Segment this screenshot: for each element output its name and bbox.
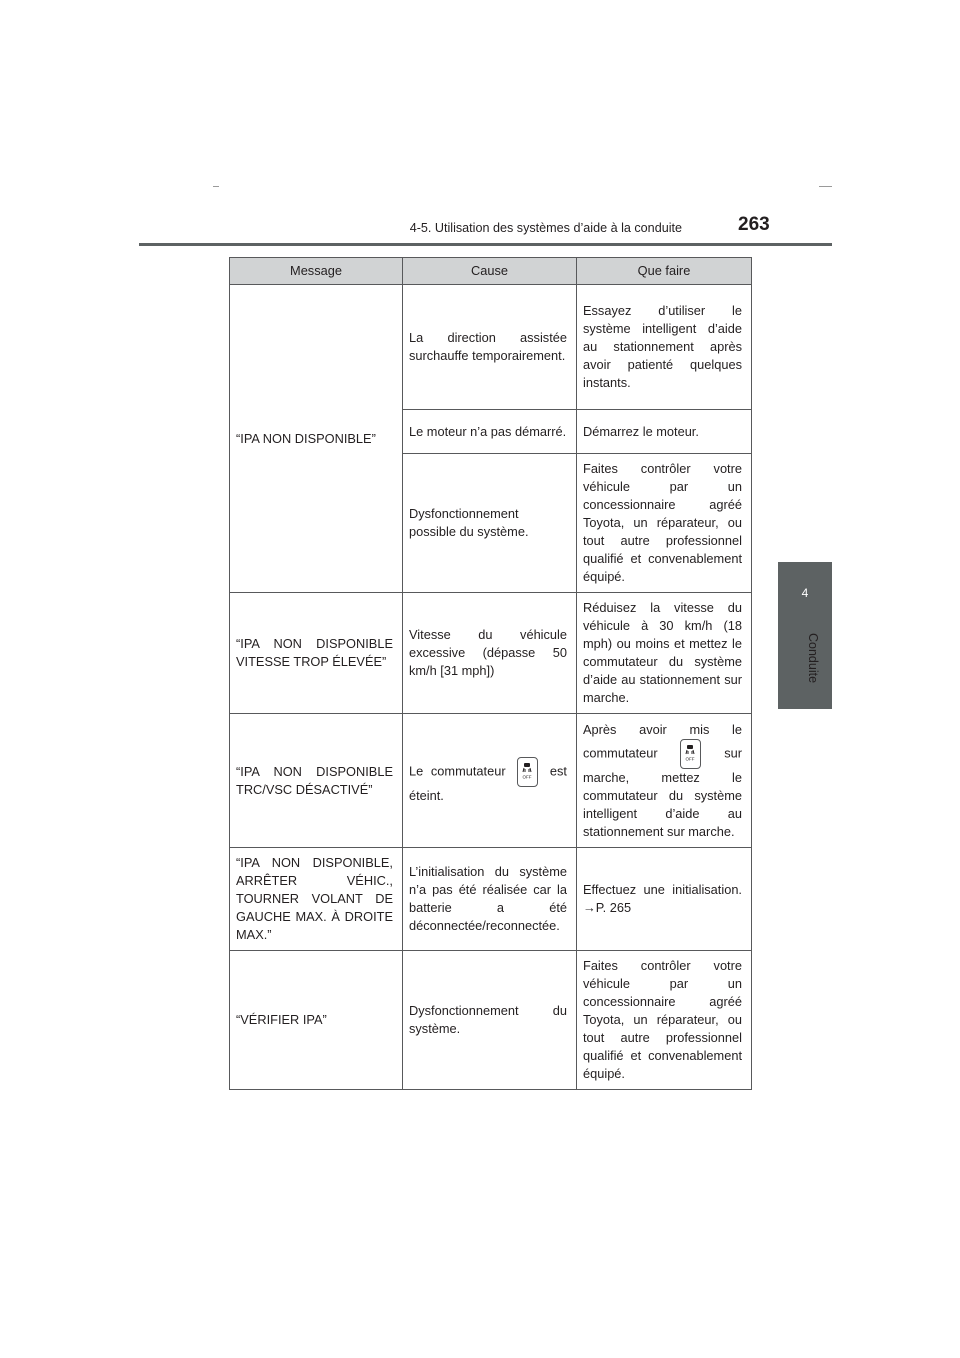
message-cell: “IPA NON DISPONIBLE, ARRÊTER VÉHIC., TOURNER VOLANT DE GAUCHE MAX. À DROITE MAX.”: [230, 848, 403, 951]
cause-cell: Dysfonctionnement du système.: [403, 951, 577, 1090]
cause-cell: Le moteur n’a pas démarré.: [403, 410, 577, 454]
header-cause: Cause: [403, 258, 577, 285]
message-cell: “IPA NON DISPONIBLE TRC/VSC DÉSACTIVÉ”: [230, 714, 403, 848]
svg-text:OFF: OFF: [685, 756, 695, 761]
cause-cell: L’initialisation du système n’a pas été réalisée car la batterie a été déconnectée/reconnectée.: [403, 848, 577, 951]
page-number: 263: [738, 214, 770, 235]
table-row: [230, 285, 752, 410]
action-text-after: sur marche, mettez le commutateur du système intelligent d’aide au stationnement sur marche.: [583, 744, 742, 839]
cause-text-before: Le commutateur: [409, 762, 506, 778]
header-rule: [139, 243, 832, 246]
cause-cell: Vitesse du véhicule excessive (dépasse 50 km/h [31 mph]): [403, 593, 577, 714]
action-cell: Essayez d’utiliser le système intelligent d’aide au stationnement après avoir patienté quelques instants.: [577, 285, 752, 410]
vsc-off-switch-icon: [517, 757, 538, 787]
action-cell: [577, 714, 752, 848]
cause-text-after: est éteint.: [409, 762, 567, 803]
table-row: [230, 714, 752, 848]
chapter-label: Conduite: [806, 633, 820, 684]
action-cell: Réduisez la vitesse du véhicule à 30 km/h (18 mph) ou moins et mettez le commutateur du système d’aide au stationnement sur marche.: [577, 593, 752, 714]
table-row: [230, 593, 752, 714]
message-cell: “IPA NON DISPONIBLE”: [230, 285, 403, 593]
cause-cell: [403, 714, 577, 848]
action-text-before: Après avoir mis le commutateur: [583, 721, 742, 760]
action-cell: Faites contrôler votre véhicule par un concessionnaire agréé Toyota, un réparateur, ou tout autre professionnel qualifié et convenablement équipé.: [577, 951, 752, 1090]
action-cell: Effectuez une initialisation. →P. 265: [577, 848, 752, 951]
vsc-off-switch-icon: [680, 739, 701, 769]
header-action: Que faire: [577, 258, 752, 285]
table-row: [230, 951, 752, 1090]
header-message: Message: [230, 258, 403, 285]
action-cell: Démarrez le moteur.: [577, 410, 752, 454]
section-title: 4-5. Utilisation des systèmes d’aide à la conduite: [409, 221, 682, 235]
warning-message-table: [229, 257, 752, 1090]
chapter-number: 4: [801, 586, 809, 600]
cause-cell: La direction assistée surchauffe temporairement.: [403, 285, 577, 410]
cause-cell: Dysfonctionnement possible du système.: [403, 454, 577, 593]
message-cell: “IPA NON DISPONIBLE VITESSE TROP ÉLEVÉE”: [230, 593, 403, 714]
action-cell: Faites contrôler votre véhicule par un concessionnaire agréé Toyota, un réparateur, ou tout autre professionnel qualifié et convenablement équipé.: [577, 454, 752, 593]
crop-mark-right: [819, 186, 832, 187]
table-row: [230, 848, 752, 951]
message-cell: “VÉRIFIER IPA”: [230, 951, 403, 1090]
svg-text:OFF: OFF: [522, 774, 532, 779]
table-header-row: [230, 258, 752, 285]
crop-mark-left: [213, 186, 219, 187]
